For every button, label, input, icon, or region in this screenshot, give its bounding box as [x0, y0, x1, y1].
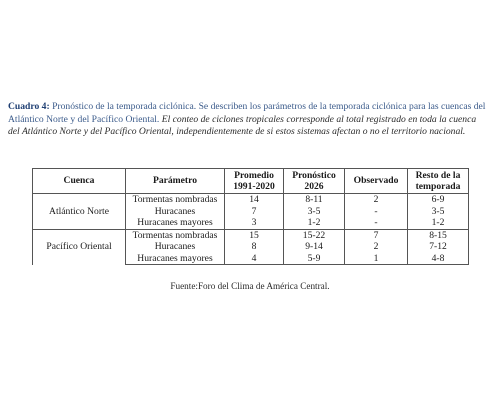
resto-cell: 7-12: [408, 241, 469, 253]
resto-cell: 8-15: [408, 229, 469, 241]
header-pronostico: [284, 169, 345, 194]
promedio-cell: 7: [225, 206, 284, 218]
observado-cell: 7: [345, 229, 408, 241]
pronostico-cell: 3-5: [284, 206, 345, 218]
header-promedio-line2: 1991-2020: [233, 181, 275, 192]
caption-description: Pronóstico de la temporada ciclónica. Se describen los parámetros de la temporada ciclónica para las cuencas del Atlántico Norte y del Pacífico Oriental.: [8, 101, 486, 125]
table-row: [33, 194, 469, 206]
basin-cell-pacifico: Pacífico Oriental: [33, 229, 126, 265]
promedio-cell: 15: [225, 229, 284, 241]
pronostico-cell: 5-9: [284, 253, 345, 265]
pronostico-cell: 15-22: [284, 229, 345, 241]
table-header-row: [33, 169, 469, 194]
resto-cell: 4-8: [408, 253, 469, 265]
pronostico-cell: 1-2: [284, 217, 345, 229]
caption-label: Cuadro 4:: [8, 101, 50, 112]
header-pronostico-line1: Pronóstico: [292, 169, 336, 181]
resto-cell: 3-5: [408, 206, 469, 218]
promedio-cell: 4: [225, 253, 284, 265]
promedio-cell: 14: [225, 194, 284, 206]
observado-cell: 2: [345, 194, 408, 206]
param-cell: Tormentas nombradas: [126, 229, 225, 241]
param-cell: Huracanes: [126, 241, 225, 253]
param-cell: Huracanes mayores: [126, 253, 225, 265]
observado-cell: -: [345, 217, 408, 229]
observado-cell: 2: [345, 241, 408, 253]
header-resto: [408, 169, 469, 194]
header-parametro: Parámetro: [126, 169, 225, 194]
forecast-table: [32, 168, 469, 265]
header-cuenca: Cuenca: [33, 169, 126, 194]
param-cell: Tormentas nombradas: [126, 194, 225, 206]
observado-cell: -: [345, 206, 408, 218]
header-observado: Observado: [345, 169, 408, 194]
promedio-cell: 3: [225, 217, 284, 229]
header-promedio-line1: Promedio: [234, 169, 274, 181]
basin-cell-atlantico: Atlántico Norte: [33, 194, 126, 230]
resto-cell: 1-2: [408, 217, 469, 229]
pronostico-cell: 9-14: [284, 241, 345, 253]
header-resto-line1: Resto de la: [415, 169, 461, 181]
resto-cell: 6-9: [408, 194, 469, 206]
source-note: Fuente:Foro del Clima de América Central.: [170, 281, 330, 291]
param-cell: Huracanes mayores: [126, 217, 225, 229]
header-resto-line2: temporada: [415, 181, 461, 192]
observado-cell: 1: [345, 253, 408, 265]
caption-note: El conteo de ciclones tropicales corresponde al total registrado en toda la cuenca del Atlántico Norte y del Pacífico Oriental, independientemente de si estos sistemas afectan o no el territorio nacional.: [8, 113, 477, 138]
table-row: [33, 229, 469, 241]
table-caption: [8, 101, 490, 139]
promedio-cell: 8: [225, 241, 284, 253]
param-cell: Huracanes: [126, 206, 225, 218]
pronostico-cell: 8-11: [284, 194, 345, 206]
header-promedio: [225, 169, 284, 194]
header-pronostico-line2: 2026: [304, 181, 324, 192]
